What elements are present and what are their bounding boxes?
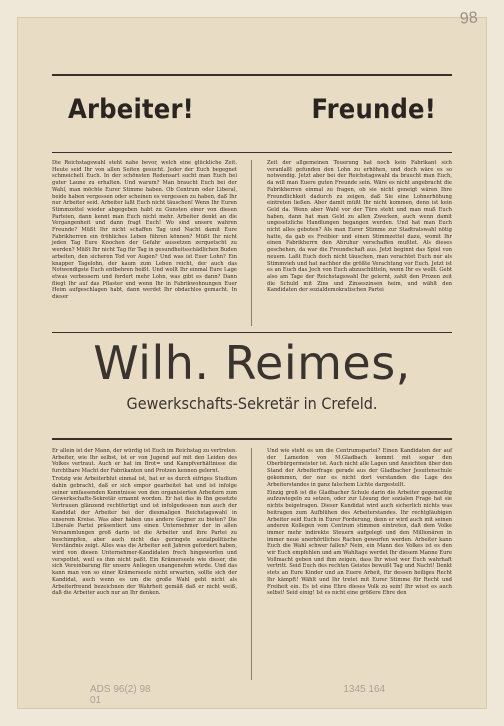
archive-footer <box>90 684 504 706</box>
bottom-left-column <box>52 448 237 597</box>
headline <box>0 94 504 144</box>
paragraph: Trotzig wie Arbeiterblut einmal ist, hat er es durch eifriges Studium dahin gebracht, daß er sich empor gearbeitet hat und ist infolge seiner umfassenden Kenntnisse von den organisierten Arbeitern zum Gewerkschafts-Sekretär ernannt worden. Er hat das in Ihn gesetzte Vertrauen glänzend rechtfertigt und ist infolgedessen nun auch der Kandidat der Arbeiter bei der diesmaligen Reichstagswahl in unserem Kreise. Was aber haben uns andere Gegner zu bieten? Die Liberale Partei präsentiert uns einen Unternehmer der in allen Versammlungen groß darin ist die Arbeiter und ihre Partei zu beschimpfen, aber auch nicht das geringste sozialpolitische Verständnis zeigt. Alles was die Arbeiter seit Jahren gefordert haben, wird von diesen Unternehmer-Kandidaten frech hingeworfen und verspottet, weil es ihm nicht paßt. Ein Krämerseele wie dieser, die sich Vereinbarung für unsere Anliegen unangenehm würde. Und das kann man von so einer Krämerseele nicht erwarten, sollte sich der Kandidat, auch wenn es um die große Wahl geht nicht als Arbeiterfreund bezeichnen der Wahrheit gemäß daß er nicht weiß, daß die Arbeiter auch nur an Ihr denken. <box>52 476 237 597</box>
paragraph: Zeit der allgemeinen Teuerung hat noch kein Fabrikant sich veranlaßt gefunden den Lohn zu erhöhen, und doch wäre es so notwendig. Jetzt aber bei der Reichstagswahl da braucht man Euch, da will man Euere guten Freunde sein. Wäre es nicht angebracht die Fabrikherren einmal zu fragen, ob sie nicht geneigt wären Ihre Freundlichkeit dadurch zu zeigen, daß Sie eine Lohnerhöhung eintreten ließen. Aber damit müßt Ihr nicht kommen, denn ist kein Geld da. Wenn aber Wahl vor der Türe steht und man muß Euch haben, dann hat man Geld zu allen Zwecken, auch wenn damit ungesetzliche Handlungen begangen werden. Und hat man Euch nicht alles geboten? Als man Eurer Stimme zur Stadtratswahl nötig hatte, da gab es Freibier und einen Stimmzettel dazu, womit Ihr einen Fabrikherrn den Abruhur verschaffen mußtet. Als dieses geschehen, da war die Freundschaft aus. Jetzt beginnt das Spiel von neuem. Laßt Euch doch nicht täuschen, man verachtet Euch nur als Stimmvieh und hat nachher die größte Verachtung vor Euch. Jetzt ist es an Euch das Joch von Euch abzuschütteln, wenn Ihr es wollt. Gebt also am Tage der Reichstagswahl Ihr gelernt, zahlt den Prozen zeit die Schuld mit Zins und Zinseszinsen heim, und wählt den Kandidaten der sozialdemokratischen Partei <box>267 160 452 294</box>
archive-number: 98 <box>459 9 479 28</box>
name-bottom-rule <box>52 438 452 440</box>
top-right-column <box>267 160 452 294</box>
top-rule <box>52 74 452 76</box>
candidate-title: Gewerkschafts-Sekretär in Crefeld. <box>126 394 378 413</box>
candidate-name: Wilh. Reimes, <box>93 336 411 390</box>
column-divider <box>251 160 252 326</box>
paragraph: Er allein ist der Mann, der würdig ist Euch im Reichstag zu vertreten. Arbeiter, wie Ihr selbst, ist er von Jugend auf mit den Leiden des Volkes vertraut. Auch er hat im Brot= und Kampfverhältnisse die furchtbare Macht der Fabrikanten und Protzen kennen gelernt. <box>52 448 237 475</box>
bottom-right-column <box>267 448 452 597</box>
paragraph: Und wie steht es um die Centrumspartei? Einen Kandidaten der auf der Lamedon von M.Gladbach kommt mit sogar den Oberbürgermeister ist. Auch nicht alle Lagen und Ansichten über den Stand der Arbeiterfrage gerade aus der Gladbacher Jesuitenschule gekommen, der nur es nicht dort verstanden die Lage des Arbeiterstandes in ganz falschem Lichte dargestellt. <box>267 448 452 488</box>
headline-right: Freunde! <box>311 94 436 125</box>
bottom-columns <box>52 448 452 680</box>
headline-rule <box>52 152 452 153</box>
top-columns <box>52 160 452 326</box>
column-divider <box>251 448 252 680</box>
headline-left: Arbeiter! <box>68 94 194 125</box>
footer-left-mark: ADS 96(2) 98 <box>90 684 151 695</box>
paragraph: Einzig groß ist die Gladbacher Schule darin die Arbeiter gegenseitig aufzuwiegeln zu setzen, oder zur Lösung der sozialen Frage hat sie nichts beigetragen. Dieser Kandidat wird auch sicherlich nichts was beitragen zum Aufblühen des Arbeiterstandes. Ihr rechtgläubigen Arbeiter seid Euch in Eurer Forderung, denn er wird auch mit seinen anderen Kollegen vom Centrum stimmen eintreten, daß dem Volke immer mehr indirekte Steuern aufgelegt und den Millionären in immer neue unerhörtliches Rachen geworfen werden. Arbeiter kann Euch die Wahl schwer fallen? Nein, ein Mann des Volkes ist es den wir Euch empfehlen und am Wahltage werdet Ihr diesem Manne Eure Vollmacht geben und ihm zeigen, dass Ihr wisst wer Euch wahrhaft vertritt. Seid Euch des rechten Geistes bewußt Tag und Nacht! Denkt stets an Eure Kinder und an Euere Arbeit, für dessen heiliges Recht Ihr kämpft! Wählt und Ihr tretet mit Eurer Stimme für Recht und Freiheit ein. Es ist eine Ehre dieses Volk zu sein! Ihr wisst es auch selbst! Seid einig! Ist es nicht eine größere Ehre den <box>267 489 452 597</box>
paragraph: Die Reichstagswahl steht nahe bevor, welch eine glückliche Zeit. Heute seid Ihr von allen Seiten gesucht. Jeder der Euch begegnet schmeichelt Euch. In der schönsten Redensart sucht man Euch bei guter Laune zu erhalten. Und warum? Man braucht Euch bei der Wahl, man möchte Eurer Stimme haben. Ob Centrum oder Liberal, beide haben vergessen oder scheinen es vergessen zu haben, daß Ihr nur Arbeiter seid. Arbeiter laßt Euch nicht täuschen! Wenn Ihr Euren Stimmzettel wieder abgegeben habt zu Gunsten einer von diesen Parteien, dann kennt man Euch nicht mehr. Arbeiter denkt an die Vergangenheit und dann fragt Euch! Wo sind unsere wahren Freunde? Müßt Ihr nicht schaffen Tag und Nacht damit Eure Fabrikherren ein fröhliches Leben führen können? Müßt Ihr nicht jeden Tag Eure Knochen der Gefahr aussetzen zerquetscht zu werden? Müßt Ihr nicht Tag für Tag in gesundheitsschädlichen Buden arbeiten, den sicheren Tod vor Augen? Und was ist Euer Lohn? Ein knapper Tagelohn, der kaum zum Leben reicht, der auch das Notwendigste Euch entbehren heißt. Und wollt Ihr einmal Eure Lage etwas verbessern und fordert mehr Lohn, was gibt es dann? Dann fliegt Ihr auf das Pflaster und wenn Ihr in Fabrikwohnungen Euer Heim aufgeschlagen habt, dann werdet Ihr obdachlos gemacht. In dieser <box>52 160 237 301</box>
name-top-rule <box>52 332 452 333</box>
footer-right-mark: 1345 164 01 <box>90 684 386 706</box>
top-left-column <box>52 160 237 301</box>
